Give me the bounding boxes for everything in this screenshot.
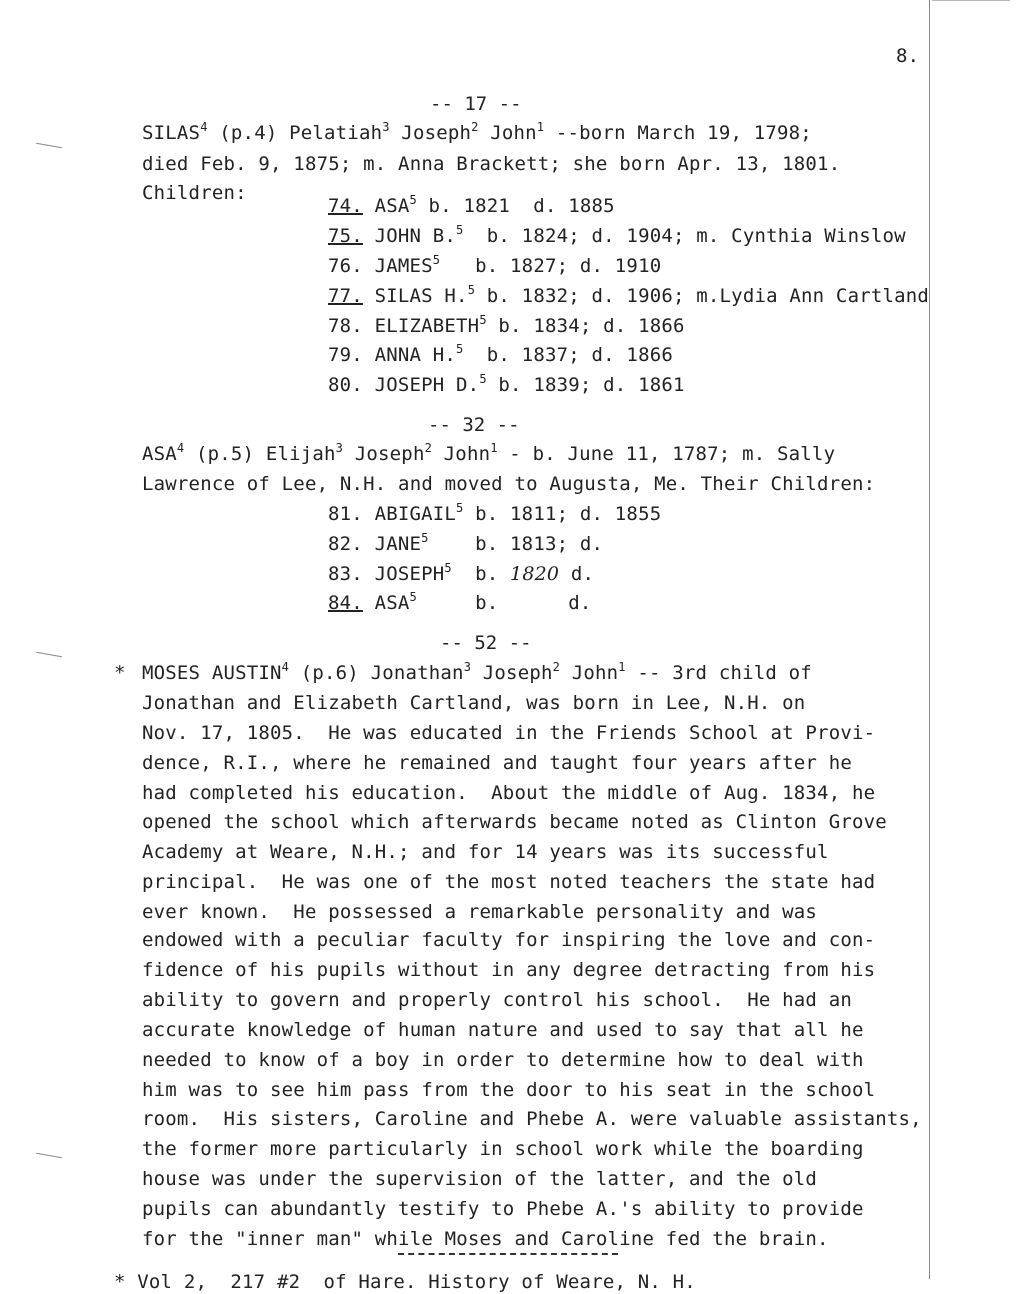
cut-off-footnote: * Vol 2, 217 #2 of Hare. History of Weare, N. H. bbox=[114, 1271, 696, 1293]
text-line: ability to govern and properly control his school. He had an bbox=[142, 989, 852, 1011]
text-line: fidence of his pupils without in any degree detracting from his bbox=[142, 959, 876, 981]
child-entry: 78. ELIZABETH$^5$ b. 1834; d. 1866 bbox=[328, 313, 685, 337]
child-entry: 84. ASA$^5$ b. d. bbox=[328, 590, 592, 614]
asterisk-marker: * bbox=[114, 662, 126, 684]
text-line: Academy at Weare, N.H.; and for 14 years was its successful bbox=[142, 841, 829, 863]
text-line: dence, R.I., where he remained and taught four years after he bbox=[142, 752, 852, 774]
text-line: room. His sisters, Caroline and Phebe A. were valuable assistants, bbox=[142, 1108, 922, 1130]
margin-mark bbox=[36, 143, 62, 148]
page-number: 8. bbox=[896, 45, 920, 67]
text-line: Lawrence of Lee, N.H. and moved to Augusta, Me. Their Children: bbox=[142, 473, 876, 495]
text-line: had completed his education. About the middle of Aug. 1834, he bbox=[142, 782, 876, 804]
text-line: principal. He was one of the most noted teachers the state had bbox=[142, 871, 876, 893]
text-line: accurate knowledge of human nature and used to say that all he bbox=[142, 1019, 864, 1041]
text-line: for the "inner man" while Moses and Caroline fed the brain. bbox=[142, 1228, 829, 1250]
text-line: house was under the supervision of the latter, and the old bbox=[142, 1168, 818, 1190]
page-margin-line bbox=[929, 0, 930, 1279]
text-line: the former more particularly in school work while the boarding bbox=[142, 1138, 864, 1160]
section-divider bbox=[398, 1253, 618, 1255]
child-entry: 82. JANE$^5$ b. 1813; d. bbox=[328, 531, 604, 555]
text-line: opened the school which afterwards became noted as Clinton Grove bbox=[142, 811, 887, 833]
child-entry: 74. ASA$^5$ b. 1821 d. 1885 bbox=[328, 193, 615, 217]
text-line: pupils can abundantly testify to Phebe A.'s ability to provide bbox=[142, 1198, 864, 1220]
page-top-edge-line bbox=[932, 0, 1010, 1]
margin-mark bbox=[36, 652, 62, 657]
child-entry: 81. ABIGAIL$^5$ b. 1811; d. 1855 bbox=[328, 501, 662, 525]
text-line: ever known. He possessed a remarkable personality and was bbox=[142, 901, 818, 923]
child-entry: 75. JOHN B.$^5$ b. 1824; d. 1904; m. Cynthia Winslow bbox=[328, 223, 906, 247]
text-line: Jonathan and Elizabeth Cartland, was born in Lee, N.H. on bbox=[142, 692, 806, 714]
text-line: him was to see him pass from the door to his seat in the school bbox=[142, 1079, 876, 1101]
child-entry: 79. ANNA H.$^5$ b. 1837; d. 1866 bbox=[328, 342, 673, 366]
text-line: needed to know of a boy in order to determine how to deal with bbox=[142, 1049, 864, 1071]
entry-heading: SILAS$^4$ (p.4) Pelatiah$^3$ Joseph$^2$ John$^1$ --born March 19, 1798; bbox=[142, 120, 812, 144]
child-entry: 77. SILAS H.$^5$ b. 1832; d. 1906; m.Lydia Ann Cartland bbox=[328, 283, 930, 307]
section-number: -- 17 -- bbox=[430, 93, 522, 115]
text-line: Nov. 17, 1805. He was educated in the Friends School at Provi- bbox=[142, 722, 876, 744]
children-label: Children: bbox=[142, 182, 247, 204]
child-entry: 76. JAMES$^5$ b. 1827; d. 1910 bbox=[328, 253, 662, 277]
text-line: died Feb. 9, 1875; m. Anna Brackett; she born Apr. 13, 1801. bbox=[142, 153, 841, 175]
entry-heading: MOSES AUSTIN$^4$ (p.6) Jonathan$^3$ Joseph$^2$ John$^1$ -- 3rd child of bbox=[142, 660, 812, 684]
margin-mark bbox=[36, 1153, 62, 1158]
section-number: -- 52 -- bbox=[440, 632, 532, 654]
child-entry: 80. JOSEPH D.$^5$ b. 1839; d. 1861 bbox=[328, 372, 685, 396]
handwritten-year: 1820 bbox=[510, 563, 560, 585]
entry-heading: ASA$^4$ (p.5) Elijah$^3$ Joseph$^2$ John$^1$ - b. June 11, 1787; m. Sally bbox=[142, 441, 836, 465]
child-entry: 83. JOSEPH$^5$ b. 1820 d. bbox=[328, 561, 595, 585]
section-number: -- 32 -- bbox=[428, 414, 520, 436]
text-line: endowed with a peculiar faculty for inspiring the love and con- bbox=[142, 929, 876, 951]
